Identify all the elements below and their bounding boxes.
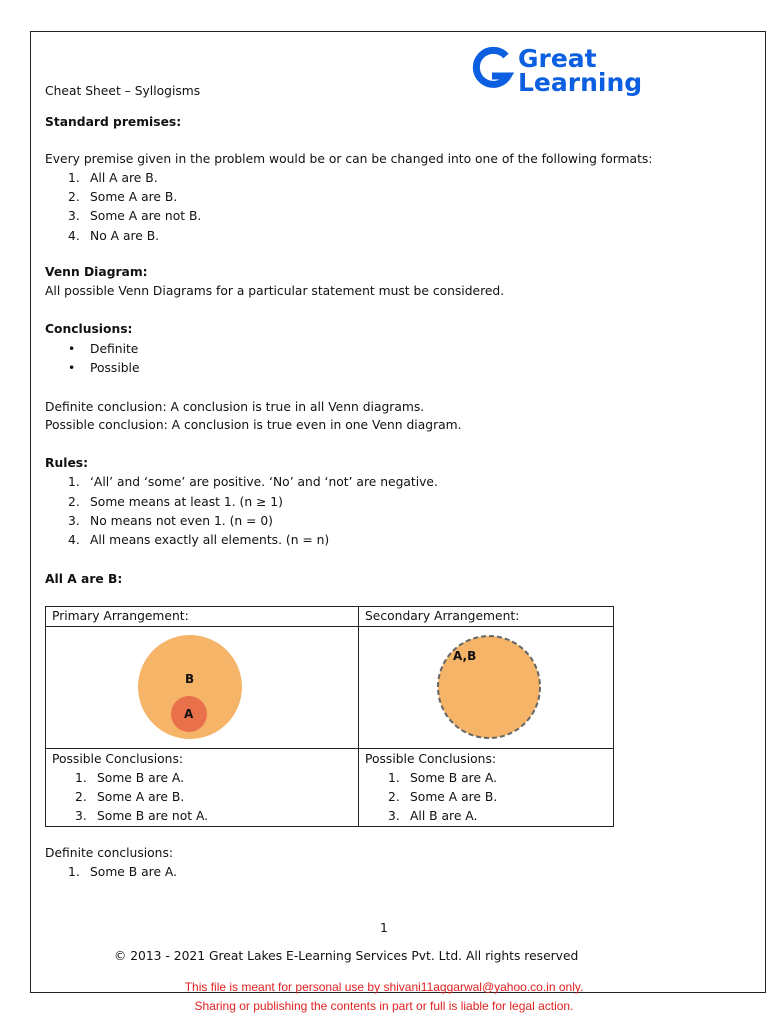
primary-diagram-cell xyxy=(46,627,359,749)
list-item-text: Possible xyxy=(90,361,140,375)
page-number: 1 xyxy=(380,921,388,935)
list-item: 1. xyxy=(388,771,400,785)
logo-g-icon xyxy=(472,46,516,94)
list-item-text: Some means at least 1. (n ≥ 1) xyxy=(90,495,283,509)
secondary-diagram-cell xyxy=(359,627,614,749)
list-item-text: All B are A. xyxy=(410,809,478,823)
list-item-text: No A are B. xyxy=(90,229,160,243)
bullet-icon: • xyxy=(68,342,76,356)
secondary-conclusions-label: Possible Conclusions: xyxy=(365,752,496,766)
circle-ab-label: A,B xyxy=(453,649,477,663)
logo-line1: Great xyxy=(518,44,597,73)
primary-conclusions-cell xyxy=(46,749,359,827)
list-item: 3. xyxy=(388,809,400,823)
conclusions-heading: Conclusions: xyxy=(45,322,133,336)
list-item: 1. xyxy=(68,171,80,185)
bullet-icon: • xyxy=(68,361,76,375)
list-item-text: Some A are B. xyxy=(97,790,185,804)
list-item: 1. xyxy=(68,475,80,489)
circle-b-label: B xyxy=(185,672,195,686)
copyright-text: © 2013 - 2021 Great Lakes E-Learning Services Pvt. Ltd. All rights reserved xyxy=(114,949,579,963)
list-item-text: Definite xyxy=(90,342,139,356)
primary-header-cell xyxy=(46,607,359,627)
list-item-text: All means exactly all elements. (n = n) xyxy=(90,533,330,547)
primary-conclusions-label: Possible Conclusions: xyxy=(52,752,183,766)
primary-header: Primary Arrangement: xyxy=(52,609,189,623)
list-item-text: Some B are not A. xyxy=(97,809,209,823)
list-item: 4. xyxy=(68,533,80,547)
venn-diagram-text: All possible Venn Diagrams for a particular statement must be considered. xyxy=(45,284,505,298)
rules-heading: Rules: xyxy=(45,456,89,470)
circle-a-label: A xyxy=(184,707,194,721)
definite-conclusions-label: Definite conclusions: xyxy=(45,846,174,860)
secondary-venn-diagram xyxy=(359,627,613,748)
usage-notice-line1: This file is meant for personal use by shivani11aggarwal@yahoo.co.in only. xyxy=(184,980,584,994)
list-item: 4. xyxy=(68,229,80,243)
page-title: Cheat Sheet – Syllogisms xyxy=(45,84,201,98)
list-item-text: Some A are not B. xyxy=(90,209,202,223)
list-item-text: Some B are A. xyxy=(410,771,498,785)
list-item: 2. xyxy=(388,790,400,804)
list-item-text: Some B are A. xyxy=(90,865,178,879)
definite-conclusion-text: Definite conclusion: A conclusion is true in all Venn diagrams. xyxy=(45,400,425,414)
standard-premises-heading: Standard premises: xyxy=(45,115,182,129)
list-item: 3. xyxy=(68,514,80,528)
list-item: 2. xyxy=(68,190,80,204)
list-item: 2. xyxy=(75,790,87,804)
list-item-text: No means not even 1. (n = 0) xyxy=(90,514,273,528)
list-item-text: ‘All’ and ‘some’ are positive. ‘No’ and ‘not’ are negative. xyxy=(90,475,438,489)
list-item-text: Some A are B. xyxy=(410,790,498,804)
logo-line2: Learning xyxy=(518,68,643,97)
list-item: 1. xyxy=(75,771,87,785)
primary-venn-diagram xyxy=(46,627,358,748)
secondary-header-cell xyxy=(359,607,614,627)
list-item: 3. xyxy=(75,809,87,823)
standard-premises-intro: Every premise given in the problem would be or can be changed into one of the following formats: xyxy=(45,152,653,166)
list-item-text: Some B are A. xyxy=(97,771,185,785)
list-item-text: Some A are B. xyxy=(90,190,178,204)
list-item-text: All A are B. xyxy=(90,171,158,185)
possible-conclusion-text: Possible conclusion: A conclusion is true even in one Venn diagram. xyxy=(45,418,462,432)
venn-diagram-heading: Venn Diagram: xyxy=(45,265,148,279)
arrangement-table xyxy=(45,606,614,827)
list-item: 1. xyxy=(68,865,80,879)
list-item: 3. xyxy=(68,209,80,223)
secondary-header: Secondary Arrangement: xyxy=(365,609,520,623)
list-item: 2. xyxy=(68,495,80,509)
secondary-conclusions-cell xyxy=(359,749,614,827)
all-a-are-b-heading: All A are B: xyxy=(45,572,123,586)
usage-notice-line2: Sharing or publishing the contents in part or full is liable for legal action. xyxy=(194,999,574,1013)
